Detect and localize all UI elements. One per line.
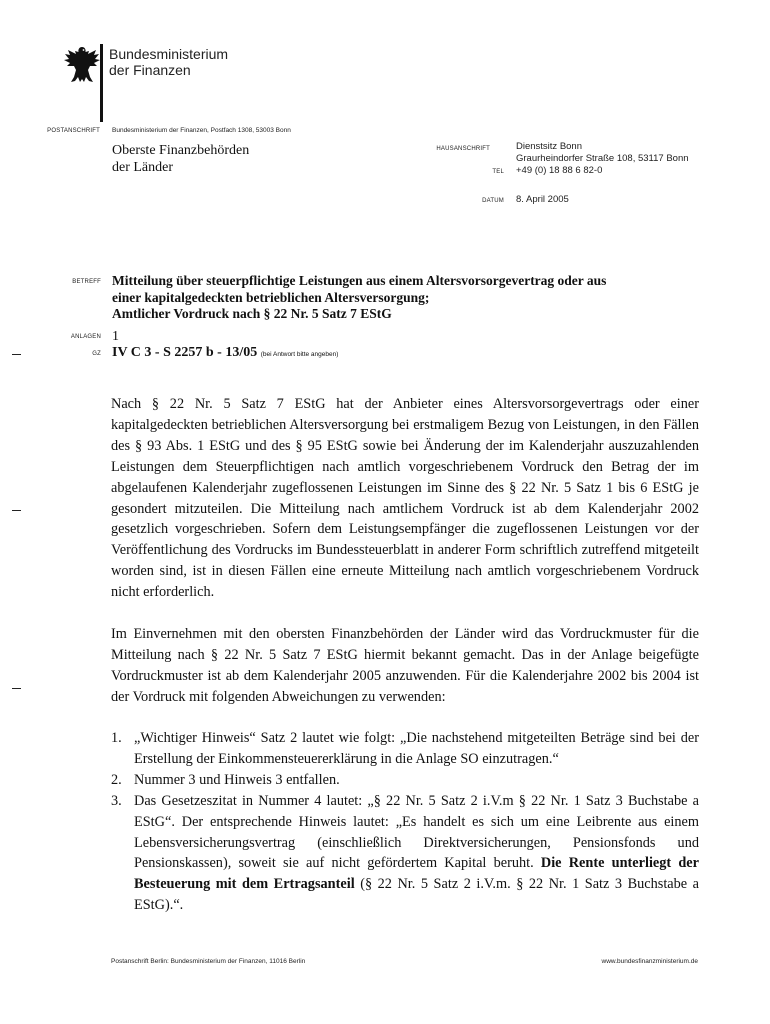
reference-number: IV C 3 - S 2257 b - 13/05: [112, 345, 258, 360]
recipient-line-1: Oberste Finanzbehörden: [112, 143, 250, 158]
postanschrift-value: Bundesministerium der Finanzen, Postfach 1308, 53003 Bonn: [112, 127, 291, 134]
body-paragraph-1: Nach § 22 Nr. 5 Satz 7 EStG hat der Anbieter eines Altersvorsorgevertrags oder einer kapitalgedeckten betrieblichen Altersversorgung bei erstmaligem Bezug von Leistungen, in den Fällen des § 93 Abs. 1 EStG und des § 95 EStG sowie bei Änderung der im Kalenderjahr auszuzahlenden Leistungen dem Steuerpflichtigen nach amtlich vorgeschriebenem Vordruck den Betrag der im abgelaufenen Kalenderjahr zugeflossenen Leistungen im Sinne des § 22 Nr. 5 Satz 1 bis 6 EStG je gesondert mitzuteilen. Die Mitteilung nach amtlichem Vordruck ist ab dem Kalenderjahr 2002 gesetzlich vorgeschrieben. Sofern dem Leistungsempfänger die zugeflossenen Leistungen vor der Veröffentlichung des Vordrucks im Bundessteuerblatt in anderer Form schriftlich zutreffend mitgeteilt worden sind, ist in diesen Fällen eine erneute Mitteilung nach amtlich vorgeschriebenem Vordruck nicht erforderlich.: [111, 396, 699, 601]
ministry-name: [109, 46, 228, 78]
ministry-line-2: der Finanzen: [109, 62, 191, 78]
hausanschrift-value: [516, 141, 689, 165]
datum-label: DATUM: [482, 198, 504, 204]
gz-note: (bei Antwort bitte angeben): [260, 351, 339, 358]
footer-website[interactable]: www.bundesfinanzministerium.de: [601, 958, 698, 965]
list-number: 2.: [111, 771, 122, 788]
fold-mark: [12, 354, 21, 355]
list-text: Das Gesetzeszitat in Nummer 4 lautet: „§ 22 Nr. 5 Satz 2 i.V.m § 22 Nr. 1 Satz 3 Buchstabe a EStG“. Der entsprechende Hinweis lautet: „Es handelt es sich um eine Leibrente aus einem Lebensversicherungsvertrag (einschließlich Direktversicherungen, Pensionsfonds und Pensionskassen), soweit sie auf nicht gefördertem Kapital beruht.: [134, 792, 699, 872]
gz-value: [112, 345, 338, 361]
logo-divider: [100, 44, 103, 122]
fold-mark: [12, 510, 21, 511]
list-text-bold: Die Rente unterliegt der Besteuerung mit dem Ertragsanteil: [134, 855, 699, 893]
footer-address: Postanschrift Berlin: Bundesministerium der Finanzen, 11016 Berlin: [111, 958, 306, 965]
list-number: 1.: [111, 730, 122, 746]
hausanschrift-line-1: Dienstsitz Bonn: [516, 141, 583, 152]
tel-value: +49 (0) 18 88 6 82-0: [516, 165, 603, 176]
anlagen-label: ANLAGEN: [70, 334, 101, 340]
anlagen-value: 1: [112, 329, 119, 344]
list-number: 3.: [111, 792, 122, 809]
subject: [112, 273, 712, 323]
list-text: Nummer 3 und Hinweis 3 entfallen.: [134, 771, 340, 788]
gz-label: GZ: [92, 351, 101, 357]
list-item: [111, 770, 699, 791]
body-paragraph-2: Im Einvernehmen mit den obersten Finanzbehörden der Länder wird das Vordruckmuster für die Mitteilung nach § 22 Nr. 5 Satz 7 EStG hiermit bekannt gemacht. Das in der Anlage beigefügte Vordruckmuster ist ab dem Kalenderjahr 2005 anzuwenden. Für die Kalenderjahre 2002 bis 2004 ist der Vordruck mit folgenden Abweichungen zu verwenden:: [111, 626, 699, 705]
subject-line-1: Mitteilung über steuerpflichtige Leistungen aus einem Altersvorsorgevertrag oder aus: [112, 273, 607, 288]
recipient-address: [112, 142, 249, 176]
list-text-tail: (§ 22 Nr. 5 Satz 2 i.V.m. § 22 Nr. 1 Satz 3 Buchstabe a EStG).“.: [134, 876, 700, 914]
list-item: [111, 791, 699, 916]
punch-mark: [12, 688, 21, 689]
recipient-line-2: der Länder: [112, 160, 174, 175]
betreff-label: BETREFF: [72, 279, 101, 285]
tel-label: TEL: [492, 169, 504, 175]
subject-line-2: einer kapitalgedeckten betrieblichen Altersversorgung;: [112, 289, 430, 305]
postanschrift-label: POSTANSCHRIFT: [47, 128, 100, 134]
ministry-line-1: Bundesministerium: [109, 46, 229, 62]
list-text: „Wichtiger Hinweis“ Satz 2 lautet wie folgt: „Die nachstehend mitgeteilten Beträge sind bei der Erstellung der Einkommensteuererklärung in die Anlage SO einzutragen.“: [134, 730, 699, 767]
datum-value: 8. April 2005: [516, 194, 569, 205]
hausanschrift-label: HAUSANSCHRIFT: [436, 146, 490, 152]
hausanschrift-line-2: Graurheindorfer Straße 108, 53117 Bonn: [516, 153, 689, 164]
deviation-list: [111, 728, 699, 916]
list-item: [111, 728, 699, 770]
subject-line-3: Amtlicher Vordruck nach § 22 Nr. 5 Satz 7 EStG: [112, 306, 392, 321]
federal-eagle-icon: [62, 44, 102, 88]
